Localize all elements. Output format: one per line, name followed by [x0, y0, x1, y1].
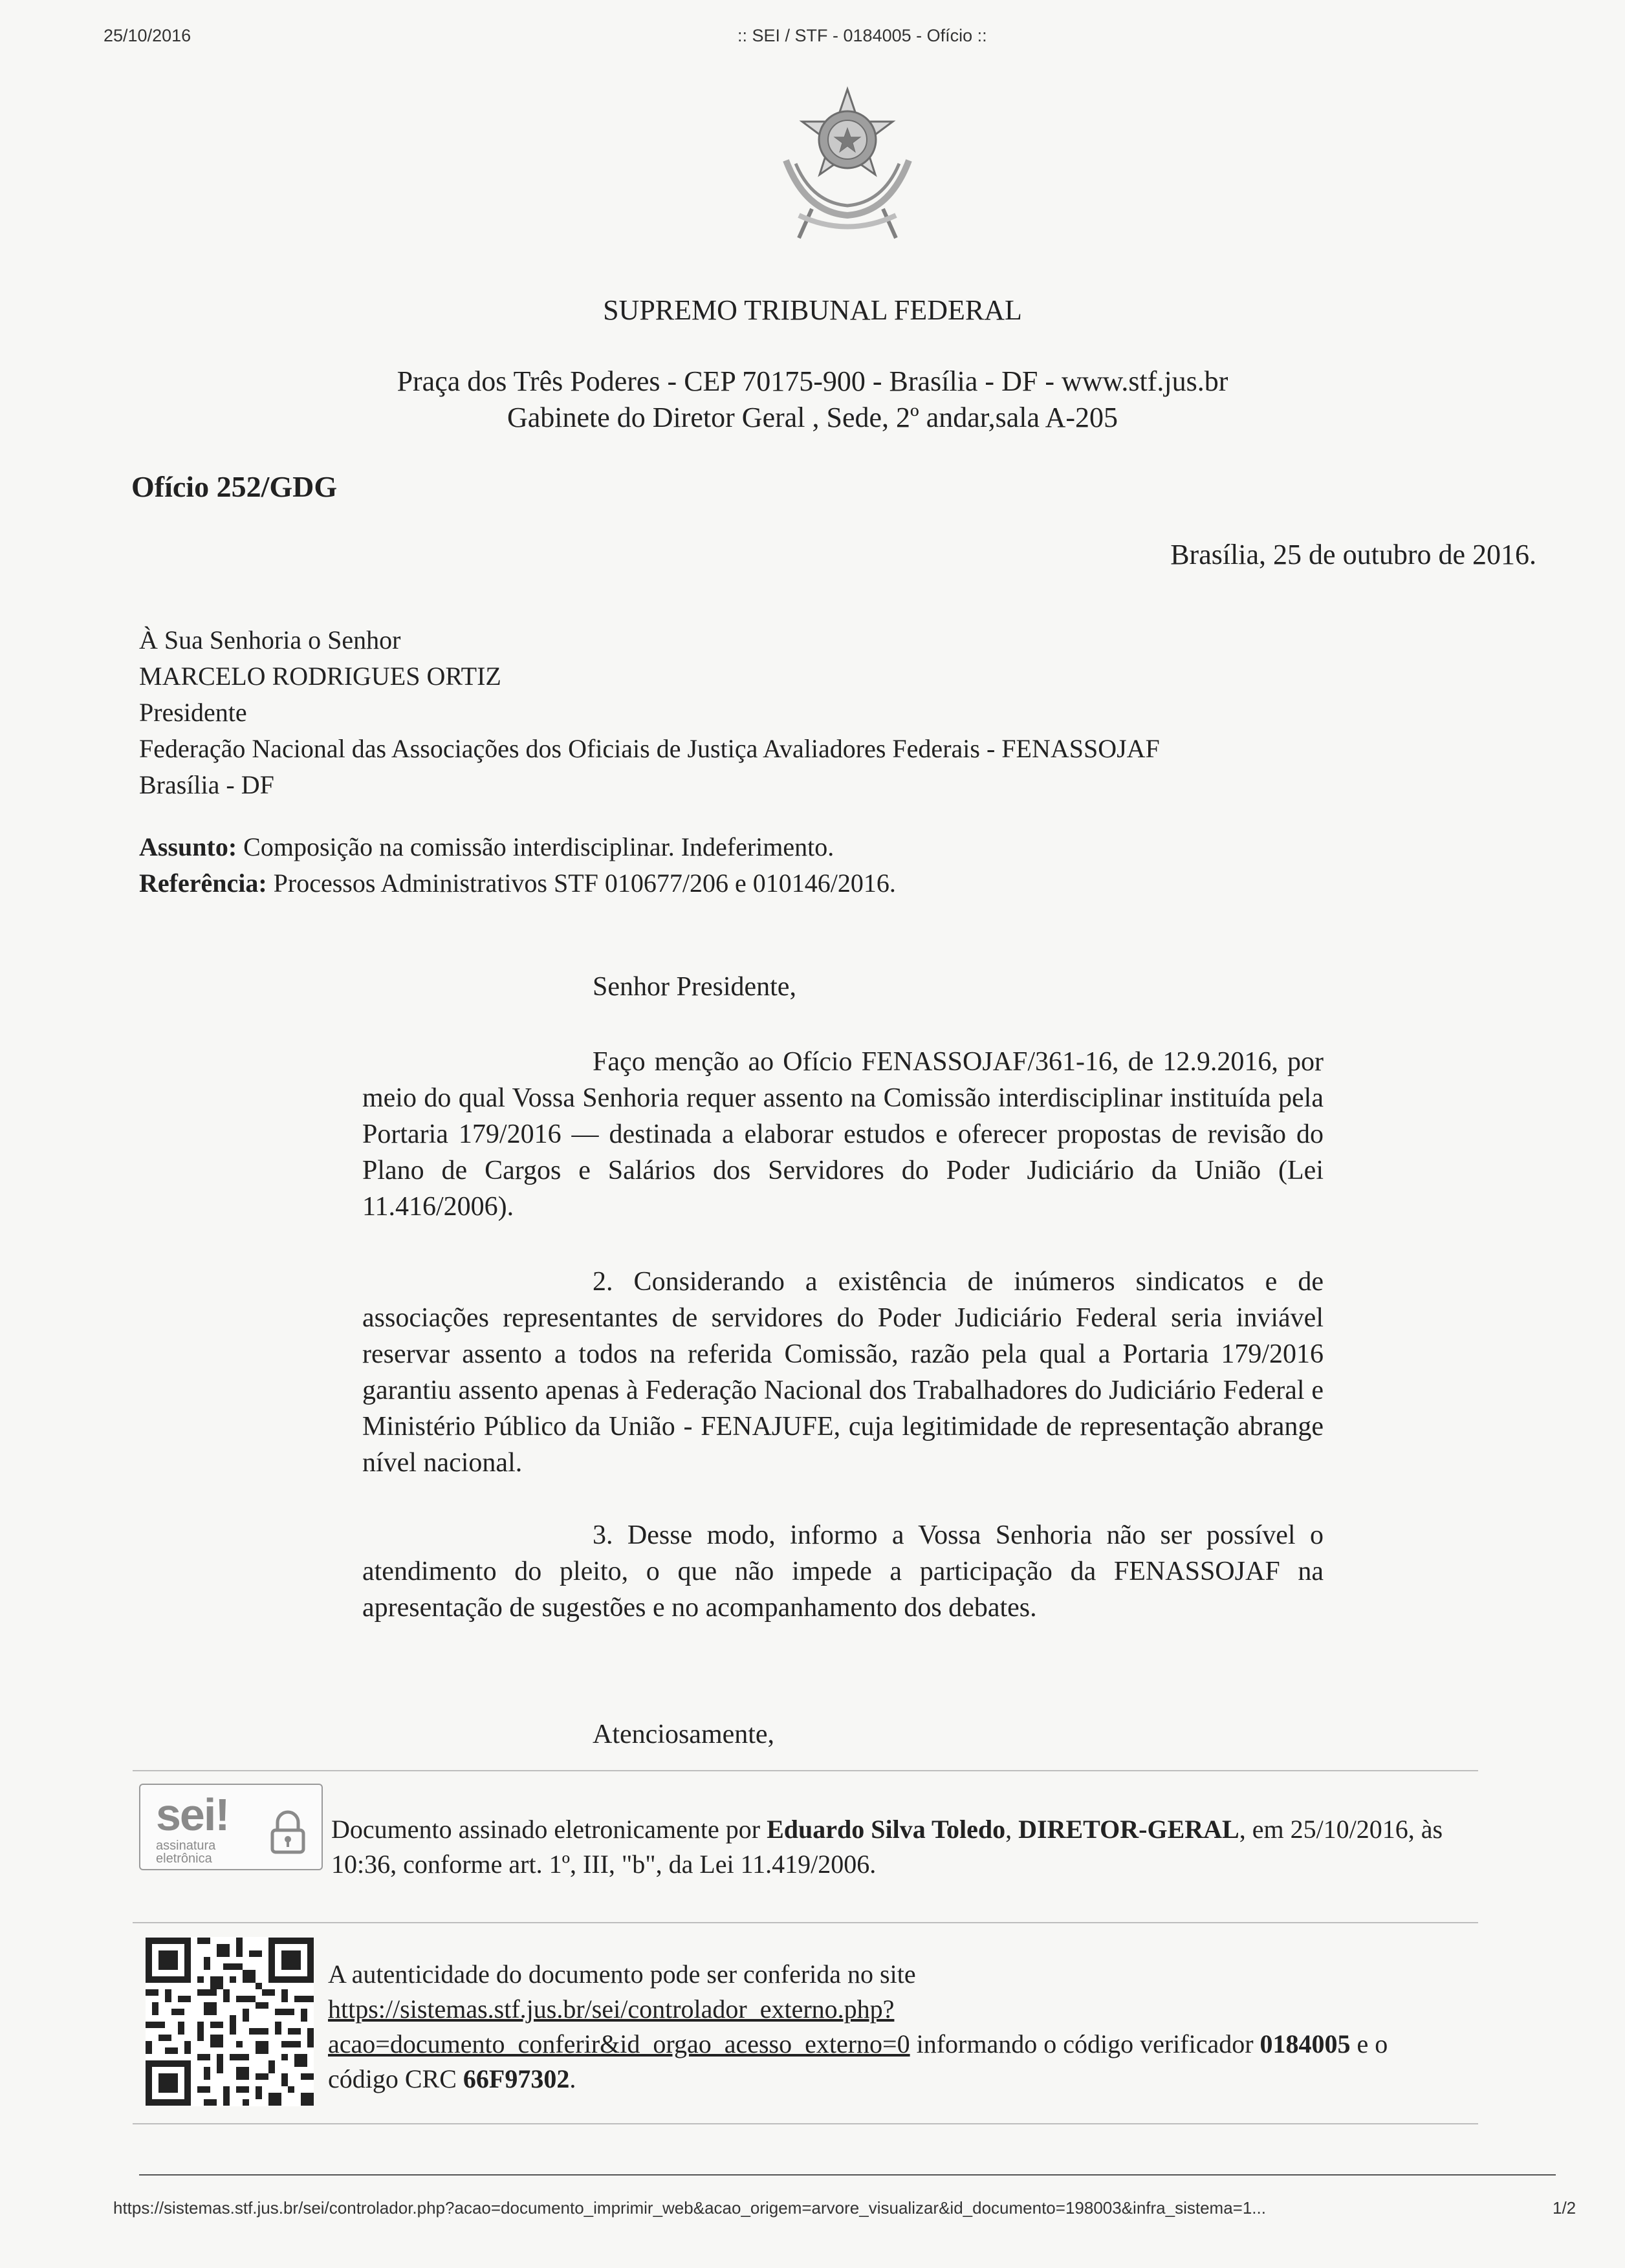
footer-divider	[139, 2174, 1556, 2176]
greeting: Senhor Presidente,	[593, 972, 796, 1002]
closing: Atenciosamente,	[593, 1720, 775, 1749]
document-date: Brasília, 25 de outubro de 2016.	[1170, 539, 1536, 570]
crc-period: .	[569, 2064, 576, 2093]
paragraph-2: 2. Considerando a existência de inúmeros sindicatos e de associações representantes de servidores do Poder Judiciário Federal seria inviável reservar assento a todos na referida Comissão, razão pela qual a Portaria 179/2016 garantiu assento apenas à Federação Nacional dos Trabalhadores do Judiciário Federal e Ministério Público da União - FENAJUFE, cuja legitimidade de representação abrange nível nacional.	[362, 1267, 1324, 1478]
recipient-salutation: À Sua Senhoria o Senhor	[139, 625, 401, 654]
verification-text-mid: informando o código verificador	[910, 2029, 1260, 2058]
reference-label: Referência:	[139, 869, 267, 898]
page-number: 1/2	[1553, 2198, 1576, 2218]
crc-label: código CRC	[328, 2064, 463, 2093]
subject-line	[139, 829, 834, 865]
sei-signature-logo	[139, 1784, 323, 1870]
divider	[133, 1770, 1478, 1771]
verification-text-e-o: e o	[1350, 2029, 1388, 2058]
subject-text: Composição na comissão interdisciplinar. Indeferimento.	[243, 832, 834, 861]
sei-logo-sub1: assinatura	[156, 1839, 216, 1853]
divider	[133, 1922, 1478, 1923]
crc-code: 66F97302	[463, 2064, 570, 2093]
verification-url-part-1[interactable]: https://sistemas.stf.jus.br/sei/controlador_externo.php?	[328, 1994, 895, 2024]
recipient-organization: Federação Nacional das Associações dos Oficiais de Justiça Avaliadores Federais - FENASSOJAF	[139, 734, 1160, 763]
sei-logo-text: sei!	[156, 1789, 229, 1840]
signer-name: Eduardo Silva Toledo	[767, 1815, 1006, 1844]
reference-line	[139, 865, 896, 902]
paragraph-3: 3. Desse modo, informo a Vossa Senhoria não ser possível o atendimento do pleito, o que não impede a participação da FENASSOJAF na apresentação de sugestões e no acompanhamento dos debates.	[362, 1520, 1324, 1623]
sei-logo-subtitle	[156, 1839, 215, 1865]
signature-comma: ,	[1005, 1815, 1019, 1844]
verification-url-part-2[interactable]: acao=documento_conferir&id_orgao_acesso_externo=0	[328, 2029, 910, 2058]
signature-text-after: , em 25/10/2016, às 10:36, conforme art. 1º, III, "b", da Lei 11.419/2006.	[331, 1815, 1443, 1879]
verification-line-1: A autenticidade do documento pode ser conferida no site	[328, 1960, 916, 1989]
reference-text: Processos Administrativos STF 010677/206 e 010146/2016.	[273, 869, 896, 898]
signature-text	[331, 1812, 1489, 1882]
signature-text-before: Documento assinado eletronicamente por	[331, 1815, 767, 1844]
print-date: 25/10/2016	[104, 26, 191, 45]
signer-role: DIRETOR-GERAL	[1018, 1815, 1239, 1844]
brazil-coat-of-arms-emblem	[760, 83, 935, 244]
subject-label: Assunto:	[139, 832, 237, 861]
address-line-1: Praça dos Três Poderes - CEP 70175-900 - Brasília - DF - www.stf.jus.br	[397, 365, 1228, 397]
recipient-block	[139, 622, 1160, 803]
paragraph-1: Faço menção ao Ofício FENASSOJAF/361-16, de 12.9.2016, por meio do qual Vossa Senhoria requer assento na Comissão interdisciplinar instituída pela Portaria 179/2016 — destinada a elaborar estudos e oferecer propostas de revisão do Plano de Cargos e Salários dos Servidores do Poder Judiciário da União (Lei 11.416/2006).	[362, 1047, 1324, 1222]
divider	[133, 2123, 1478, 2124]
document-number: Ofício 252/GDG	[131, 470, 338, 503]
recipient-title: Presidente	[139, 698, 247, 727]
lock-icon	[267, 1809, 309, 1858]
institution-name: SUPREMO TRIBUNAL FEDERAL	[603, 294, 1022, 326]
print-title: :: SEI / STF - 0184005 - Ofício ::	[737, 26, 987, 45]
print-url: https://sistemas.stf.jus.br/sei/controlador.php?acao=documento_imprimir_web&acao_origem=arvore_visualizar&id_documento=198003&infra_sistema=1...	[113, 2198, 1266, 2218]
sei-logo-sub2: eletrônica	[156, 1852, 212, 1866]
verification-text	[328, 1957, 1551, 2097]
verifier-code: 0184005	[1260, 2029, 1351, 2058]
recipient-city: Brasília - DF	[139, 770, 274, 799]
address-line-2: Gabinete do Diretor Geral , Sede, 2º andar,sala A-205	[507, 402, 1118, 433]
qr-code	[146, 1937, 314, 2106]
recipient-name: MARCELO RODRIGUES ORTIZ	[139, 662, 501, 691]
